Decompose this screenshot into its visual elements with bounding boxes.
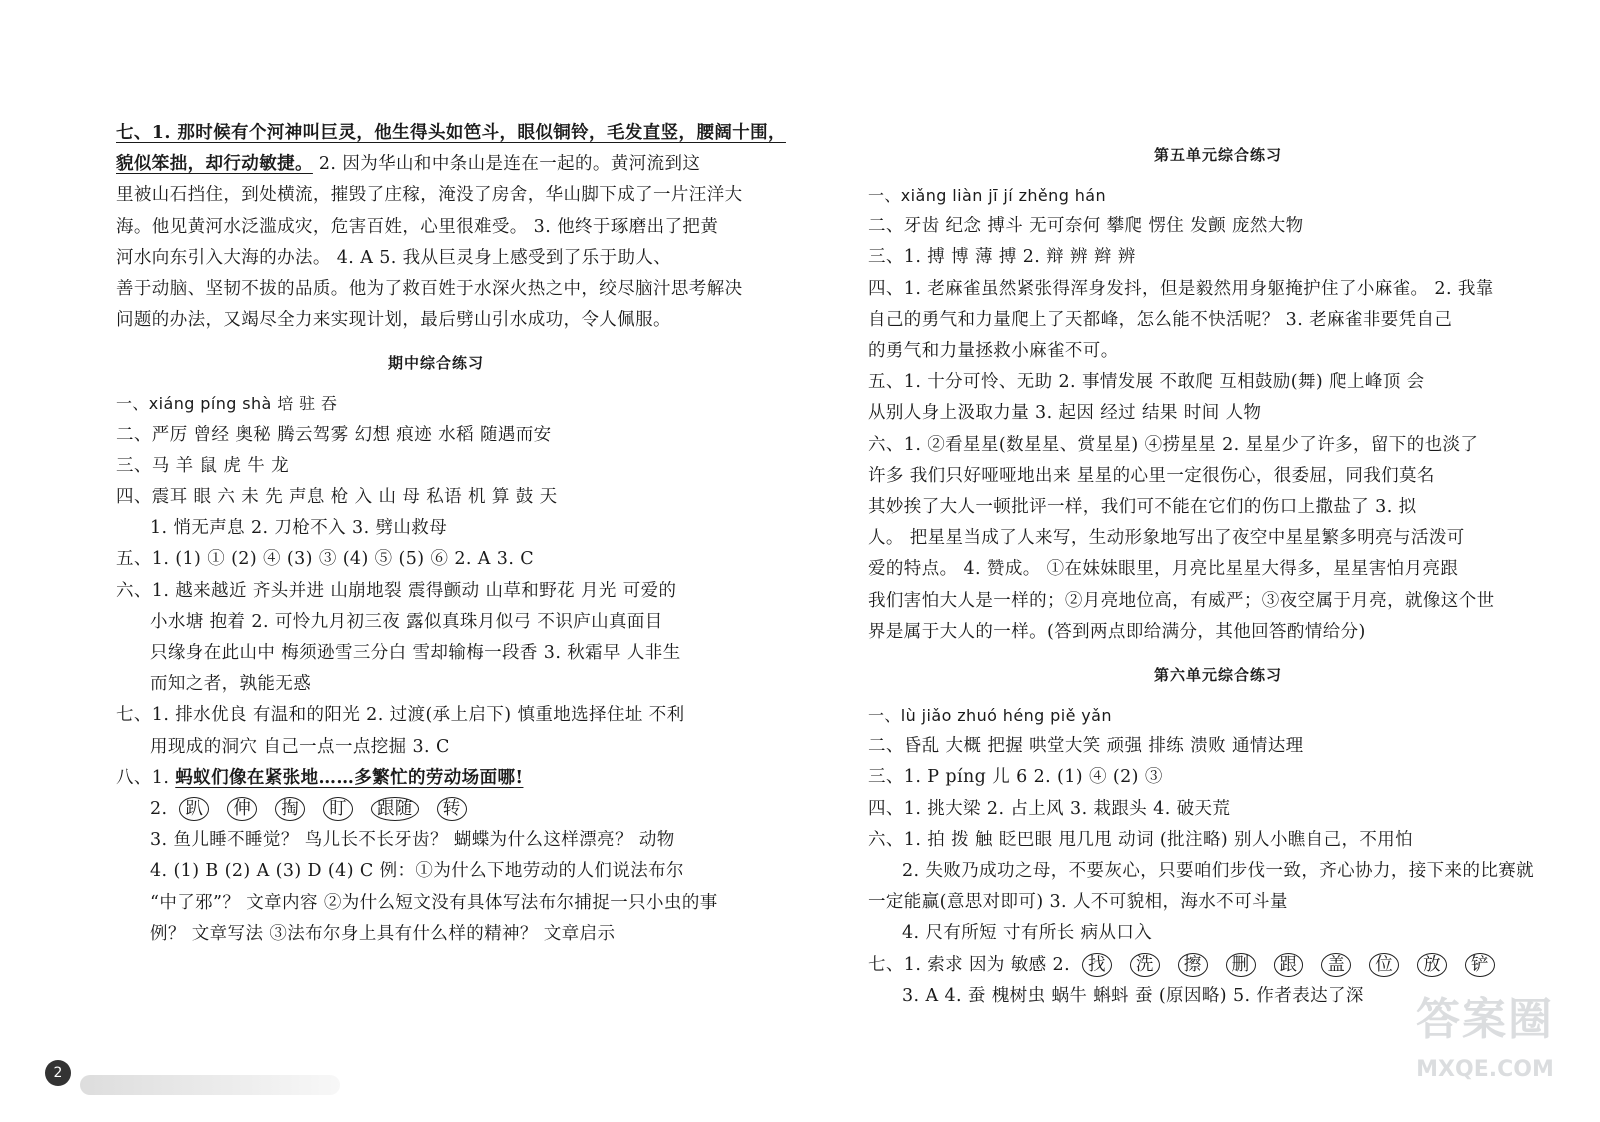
circled-word: 跟 — [1274, 953, 1304, 977]
answer-line: 一、lù jiǎo zhuó héng piě yǎn — [868, 706, 1112, 726]
circled-word: 跟随 — [371, 797, 419, 821]
answer-line: 爱的特点。 4. 赞成。 ①在妹妹眼里，月亮比星星大得多，星星害怕月亮跟 — [868, 559, 1459, 580]
page-number: 2 — [45, 1060, 71, 1086]
answer-line: 许多 我们只好哑哑地出来 星星的心里一定很伤心，很委屈，同我们莫名 — [868, 465, 1435, 486]
right-page — [800, 0, 1600, 1122]
answer-line: 人。 把星星当成了人来写，生动形象地写出了夜空中星星繁多明亮与活泼可 — [868, 528, 1465, 549]
scan-smudge — [80, 1075, 340, 1095]
section-seven-answers — [116, 118, 786, 336]
circled-words-line — [116, 794, 756, 825]
answer-line: 七、1. 排水优良 有温和的阳光 2. 过渡(承上启下) 慎重地选择住址 不利 — [116, 705, 685, 726]
answer-text: 八、1. — [116, 767, 176, 788]
answer-line: 一、xiáng píng shà 培 驻 吞 — [116, 394, 338, 414]
answer-line: 我们害怕大人是一样的；②月亮地位高，有威严；③夜空属于月亮，就像这个世 — [868, 590, 1495, 611]
answer-line: 一、xiǎng liàn jī jí zhěng hán — [868, 186, 1107, 205]
answer-line: 海。他见黄河水泛滥成灾，危害百姓，心里很难受。 3. 他终于琢磨出了把黄 — [116, 216, 719, 237]
answer-text: 2. — [150, 799, 168, 820]
answer-line: 四、1. 挑大梁 2. 占上风 3. 栽跟头 4. 破天荒 — [868, 798, 1231, 819]
circled-words-line — [868, 950, 1568, 981]
circled-word: 放 — [1417, 953, 1447, 977]
answer-line: 用现成的洞穴 自己一点一点挖掘 3. C — [150, 736, 450, 757]
circled-word: 铲 — [1465, 953, 1495, 977]
left-column — [116, 118, 786, 950]
answer-line: 例？ 文章写法 ③法布尔身上具有什么样的精神？ 文章启示 — [150, 923, 616, 944]
answer-line: 3. 鱼儿睡不睡觉？ 鸟儿长不长牙齿？ 蝴蝶为什么这样漂亮？ 动物 — [150, 830, 675, 851]
answer-line: 三、1. 搏 博 薄 搏 2. 辩 辨 辫 辨 — [868, 247, 1136, 268]
answer-line: 从别人身上汲取力量 3. 起因 经过 结果 时间 人物 — [868, 403, 1262, 424]
answer-line: 1. 悄无声息 2. 刀枪不入 3. 劈山救母 — [150, 518, 448, 539]
section-title-unit6: 第六单元综合练习 — [1153, 666, 1282, 685]
section-title-unit5: 第五单元综合练习 — [1153, 146, 1282, 164]
answer-line: 自己的勇气和力量爬上了天都峰，怎么能不快活呢？ 3. 老麻雀非要凭自己 — [868, 309, 1453, 330]
answer-line — [116, 118, 786, 149]
answer-line: 六、1. 越来越近 齐头并进 山崩地裂 震得颤动 山草和野花 月光 可爱的 — [116, 580, 677, 601]
answer-line: 4. 尺有所短 寸有所长 病从口入 — [902, 923, 1153, 944]
answer-line: 二、严厉 曾经 奥秘 腾云驾雾 幻想 痕迹 水稻 随遇而安 — [116, 424, 552, 445]
answer-line: 而知之者，孰能无惑 — [150, 674, 312, 695]
answer-line: 四、震耳 眼 六 未 先 声息 枪 入 山 母 私语 机 算 鼓 天 — [116, 487, 558, 508]
answer-line: 善于动脑、坚韧不拔的品质。他为了救百姓于水深火热之中，绞尽脑汁思考解决 — [116, 279, 743, 300]
section-unit6-answers — [868, 700, 1568, 1012]
circled-word: 盯 — [323, 797, 353, 821]
circled-word: 转 — [437, 797, 467, 821]
circled-word: 趴 — [179, 797, 209, 821]
answer-line: 五、1. 十分可怜、无助 2. 事情发展 不敢爬 互相鼓励(舞) 爬上峰顶 会 — [868, 372, 1425, 393]
answer-text: 七、1. 索求 因为 敏感 2. — [868, 954, 1071, 975]
underlined-answer: 蚂蚁们像在紧张地……多繁忙的劳动场面哪! — [175, 767, 524, 788]
answer-line: 里被山石挡住，到处横流，摧毁了庄稼，淹没了房舍，华山脚下成了一片汪洋大 — [116, 185, 743, 206]
circled-word: 盖 — [1321, 953, 1351, 977]
underlined-answer: 貌似笨拙，却行动敏捷。 — [116, 154, 313, 175]
answer-line: 只缘身在此山中 梅须逊雪三分白 雪却输梅一段香 3. 秋霜早 人非生 — [150, 643, 681, 664]
answer-line — [116, 763, 756, 794]
answer-line: 4. (1) B (2) A (3) D (4) C 例：①为什么下地劳动的人们说法布尔 — [150, 861, 684, 882]
answer-line: 三、马 羊 鼠 虎 牛 龙 — [116, 455, 290, 476]
answer-line: 2. 失败乃成功之母，不要灰心，只要咱们步伐一致，齐心协力，接下来的比赛就 — [902, 861, 1535, 882]
answer-line: 五、1. (1) ① (2) ④ (3) ③ (4) ⑤ (5) ⑥ 2. A 3. C — [116, 549, 535, 570]
answer-line: 的勇气和力量拯救小麻雀不可。 — [868, 341, 1119, 362]
watermark-logo: 答案圈 — [1416, 994, 1554, 1045]
answer-line: 六、1. 拍 拨 触 眨巴眼 甩几甩 动词 (批注略) 别人小瞧自己，不用怕 — [868, 829, 1414, 850]
circled-word: 伸 — [227, 797, 257, 821]
section-unit5-answers — [868, 180, 1568, 648]
right-column — [868, 142, 1568, 1012]
answer-line: 问题的办法，又竭尽全力来实现计划，最后劈山引水成功，令人佩服。 — [116, 310, 671, 331]
answer-line: 一定能赢(意思对即可) 3. 人不可貌相，海水不可斗量 — [868, 892, 1288, 913]
answer-line: 其妙挨了大人一顿批评一样，我们可不能在它们的伤口上撒盐了 3. 拟 — [868, 497, 1417, 518]
circled-word: 洗 — [1130, 953, 1160, 977]
circled-word: 删 — [1226, 953, 1256, 977]
answer-text: 2. 因为华山和中条山是连在一起的。黄河流到这 — [312, 154, 701, 175]
answer-line: 二、昏乱 大概 把握 哄堂大笑 顽强 排练 溃败 通情达理 — [868, 736, 1304, 757]
watermark-url: MXQE.COM — [1416, 1057, 1554, 1082]
circled-word: 位 — [1369, 953, 1399, 977]
circled-word: 掏 — [275, 797, 305, 821]
answer-line: “中了邪”？ 文章内容 ②为什么短文没有具体写法布尔捕捉一只小虫的事 — [150, 892, 718, 913]
answer-line: 小水塘 抱着 2. 可怜九月初三夜 露似真珠月似弓 不识庐山真面目 — [150, 611, 663, 632]
answer-line: 三、1. P píng 儿 6 2. (1) ④ (2) ③ — [868, 767, 1163, 788]
answer-line: 六、1. ②看星星(数星星、赏星星) ④捞星星 2. 星星少了许多，留下的也淡了 — [868, 434, 1479, 455]
answer-line: 四、1. 老麻雀虽然紧张得浑身发抖，但是毅然用身躯掩护住了小麻雀。 2. 我靠 — [868, 278, 1494, 299]
section-midterm-answers — [116, 388, 756, 950]
section-title-midterm: 期中综合练习 — [387, 354, 484, 373]
circled-word: 找 — [1082, 953, 1112, 977]
answer-line: 界是属于大人的一样。(答到两点即给满分，其他回答酌情给分) — [868, 621, 1366, 642]
circled-word: 擦 — [1178, 953, 1208, 977]
site-watermark — [1395, 985, 1575, 1105]
answer-line: 河水向东引入大海的办法。 4. A 5. 我从巨灵身上感受到了乐于助人、 — [116, 247, 672, 268]
answer-line: 3. A 4. 蚕 槐树虫 蜗牛 蝌蚪 蚕 (原因略) 5. 作者表达了深 — [902, 985, 1364, 1006]
underlined-answer: 七、1. 那时候有个河神叫巨灵，他生得头如笆斗，眼似铜铃，毛发直竖，腰阔十围， — [116, 123, 786, 143]
answer-line — [116, 149, 756, 180]
answer-line: 二、牙齿 纪念 搏斗 无可奈何 攀爬 愣住 发颤 庞然大物 — [868, 216, 1304, 237]
